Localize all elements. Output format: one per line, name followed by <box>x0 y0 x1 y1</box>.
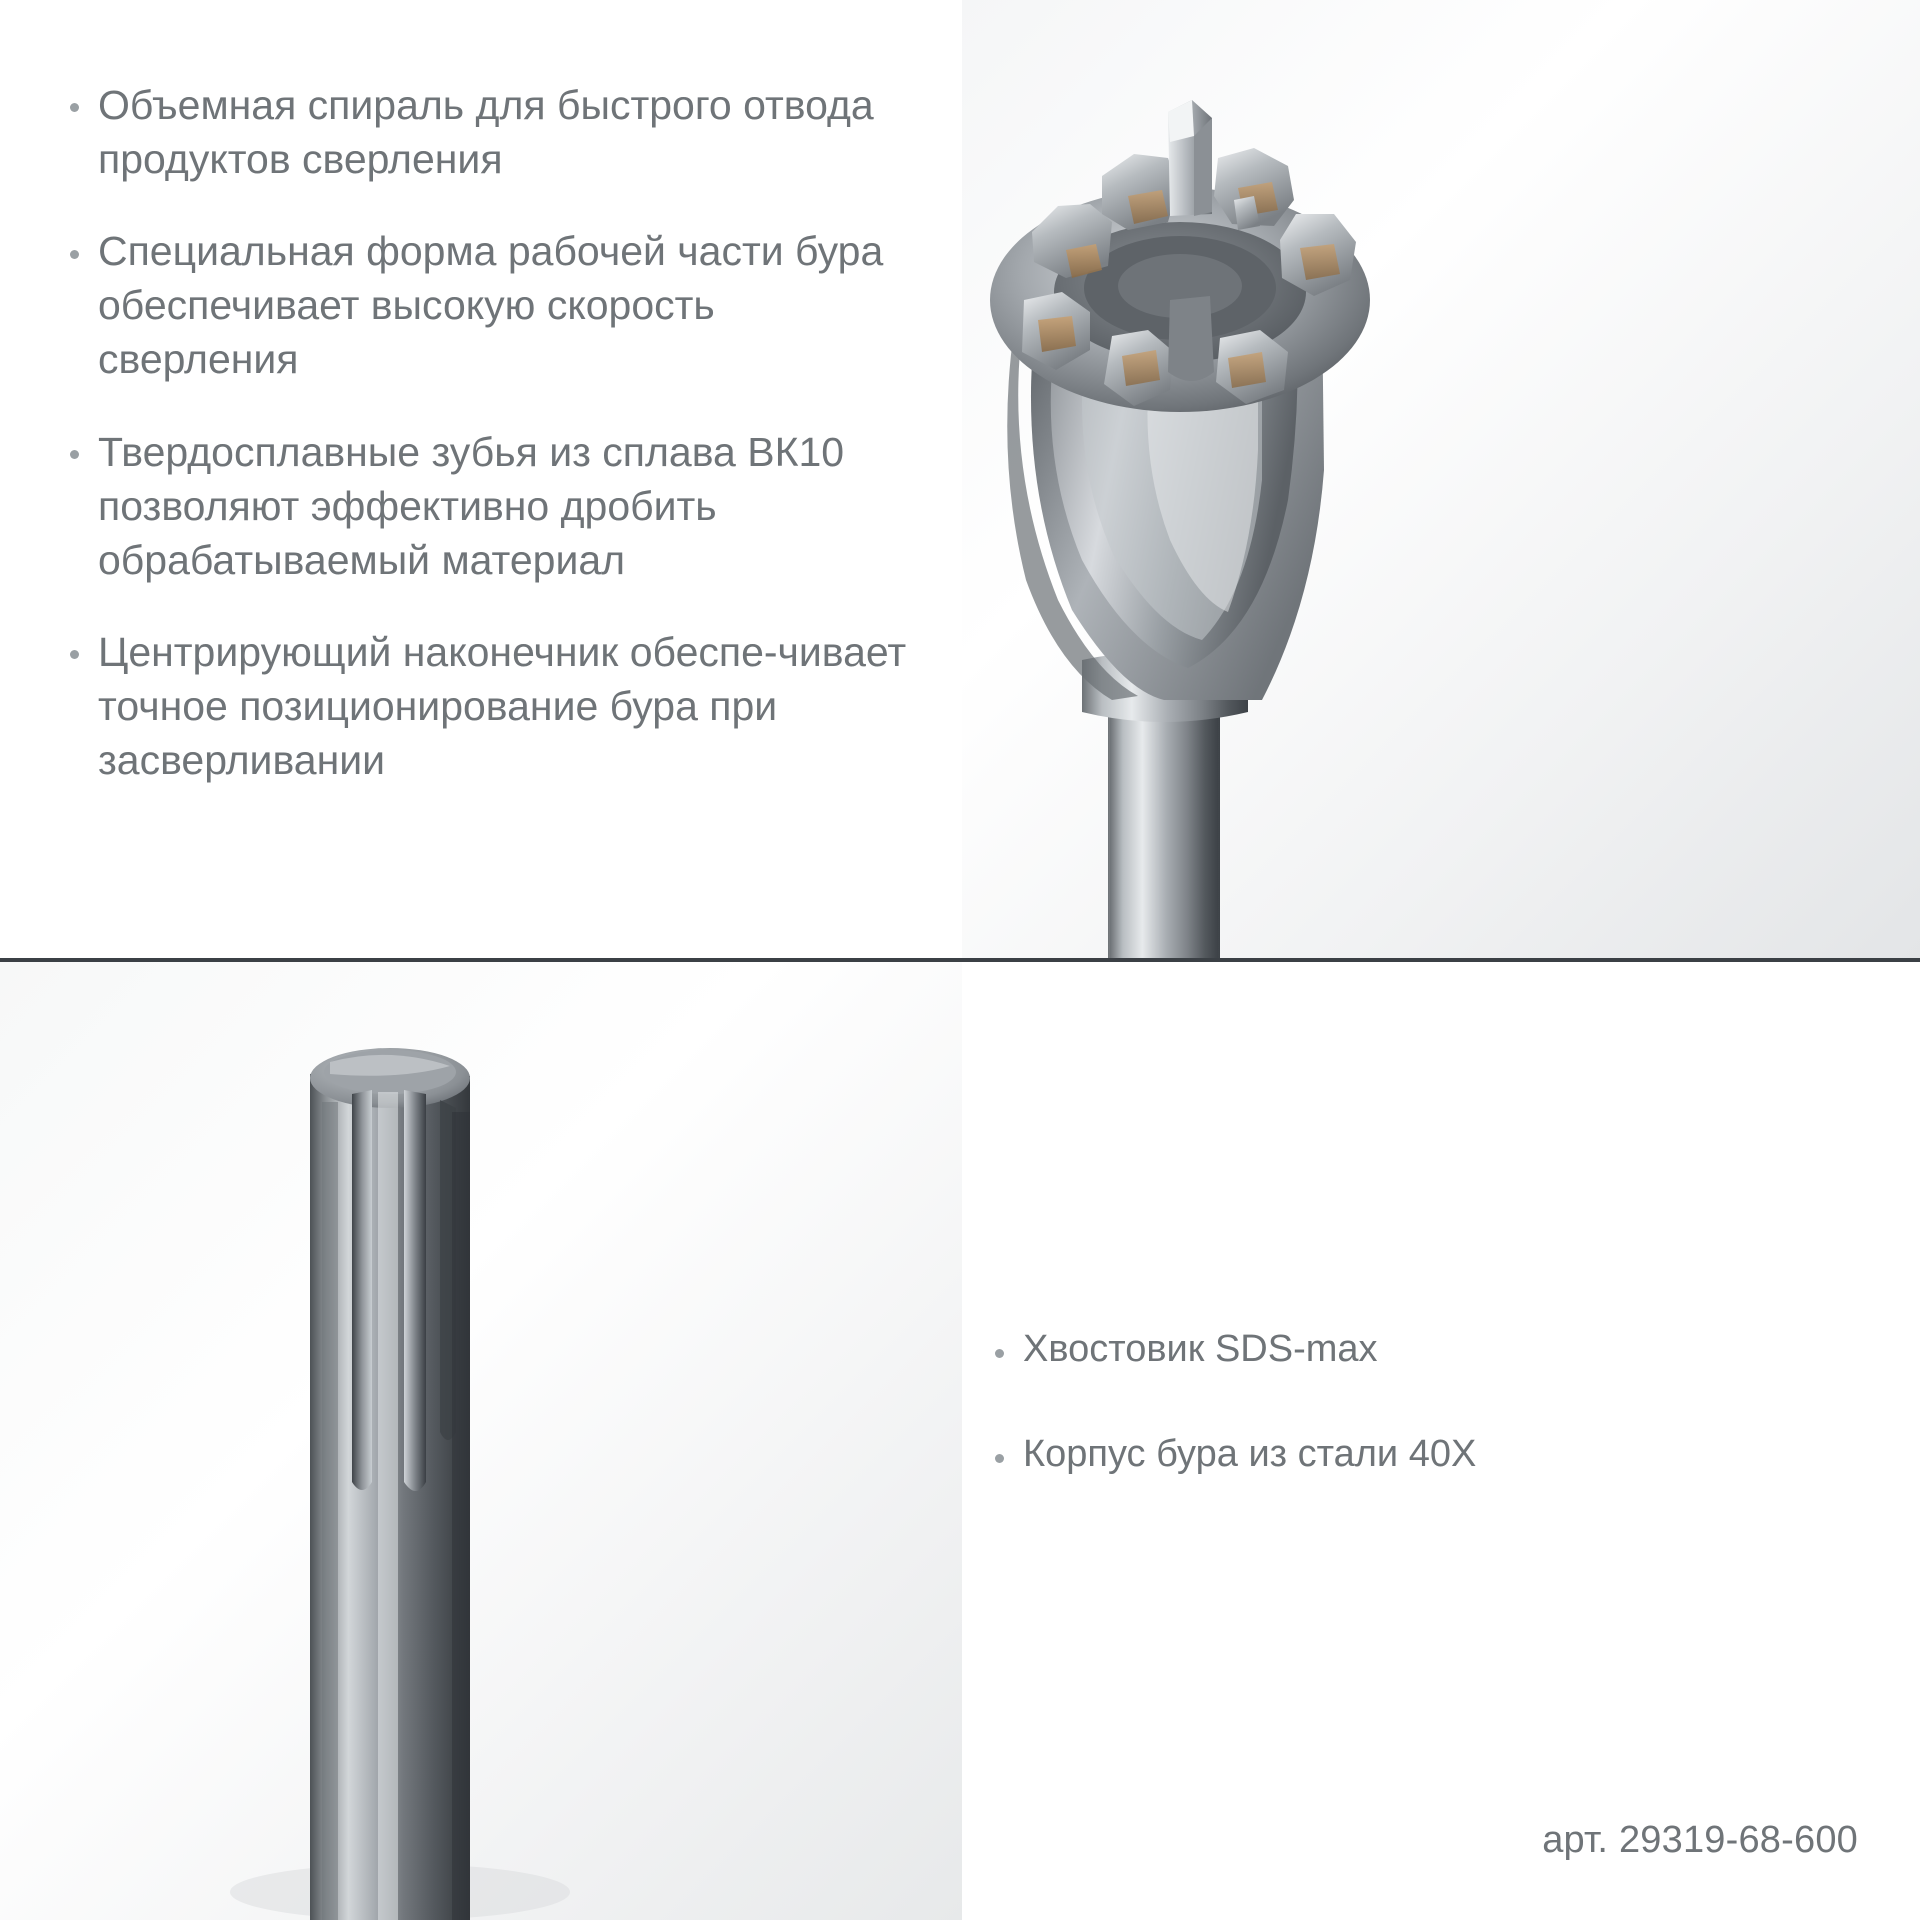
list-item: Корпус бура из стали 40Х <box>985 1430 1805 1479</box>
features-list <box>60 78 920 787</box>
list-item: Центрирующий наконечник обеспе-чивает точное позиционирование бура при засверливании <box>60 625 920 787</box>
drill-head-image-panel <box>962 0 1920 958</box>
list-item: Хвостовик SDS-max <box>985 1325 1805 1374</box>
features-panel <box>0 0 962 958</box>
drill-bit-shank-photo <box>0 962 962 1920</box>
article-code: арт. 29319-68-600 <box>1542 1819 1858 1861</box>
list-item: Объемная спираль для быстрого отвода продуктов сверления <box>60 78 920 186</box>
drill-shank-image-panel <box>0 962 962 1920</box>
list-item: Специальная форма рабочей части бура обеспечивает высокую скорость сверления <box>60 224 920 386</box>
specs-list <box>985 1325 1805 1480</box>
drill-bit-head-photo <box>962 0 1920 958</box>
list-item: Твердосплавные зубья из сплава ВК10 позволяют эффективно дробить обрабатываемый материал <box>60 425 920 587</box>
